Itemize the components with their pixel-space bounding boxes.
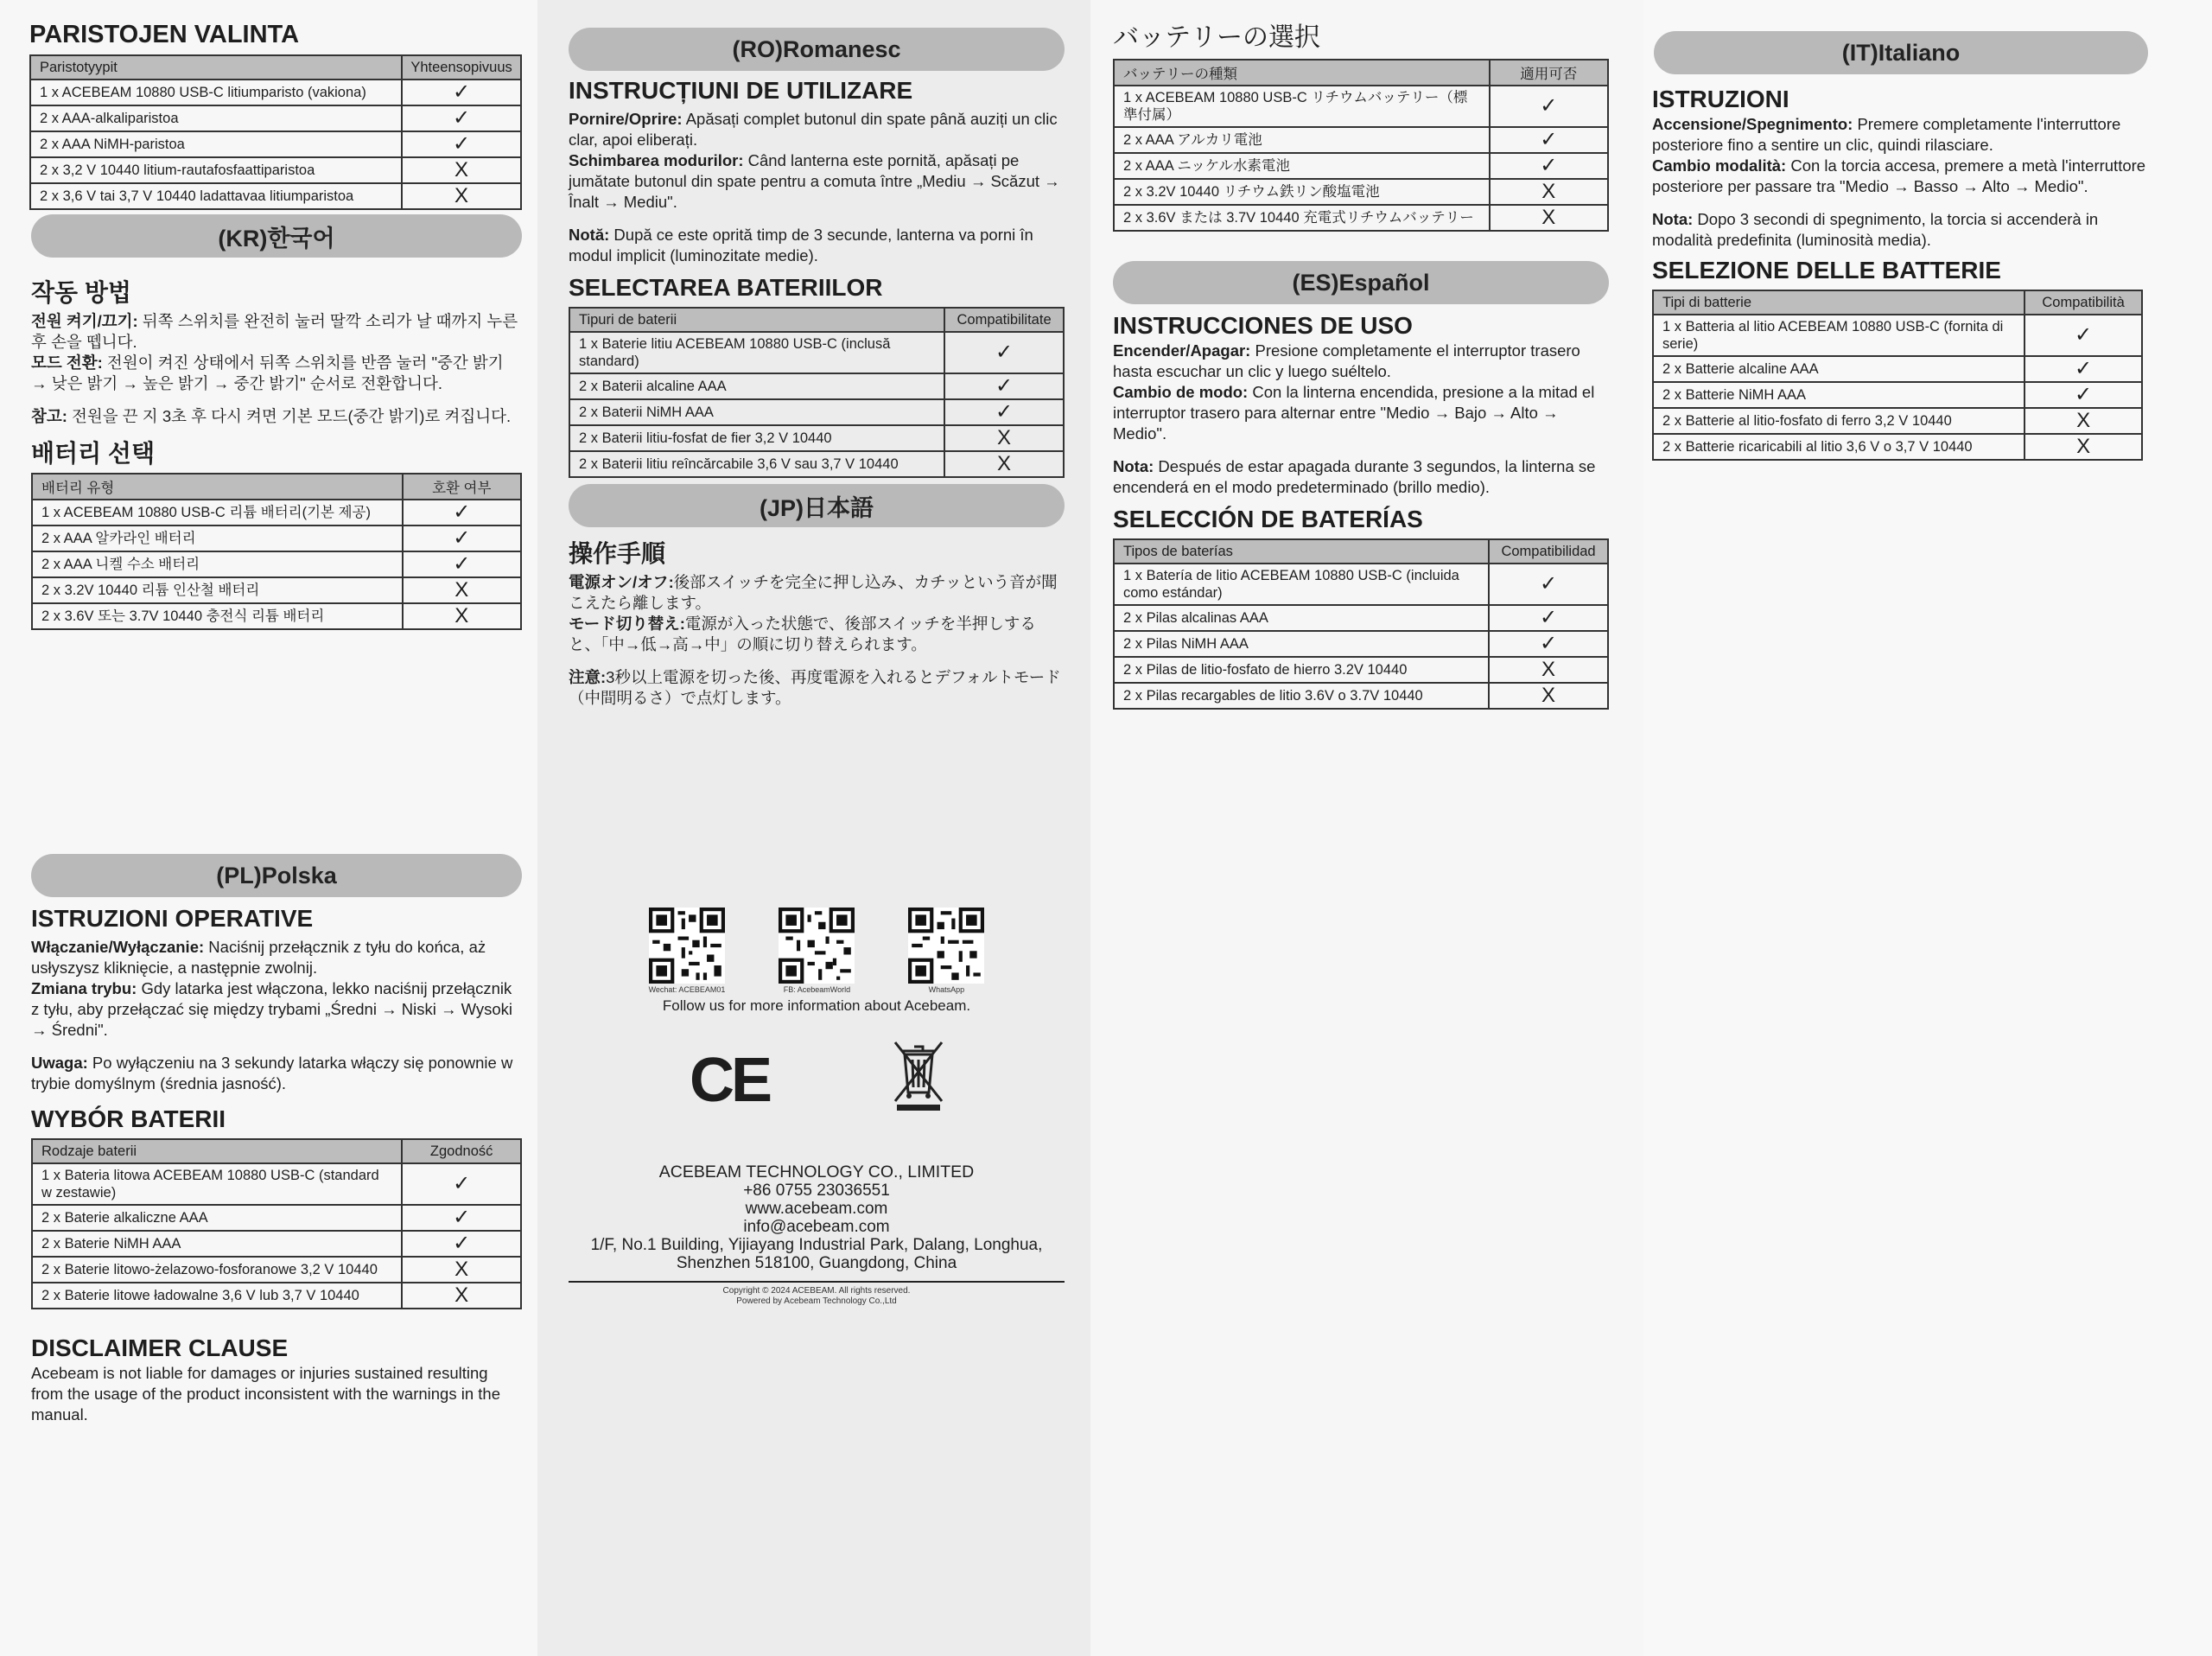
table-row bbox=[1114, 683, 1608, 709]
battery-type-cell: 2 x 3.2V 10440 リチウム鉄リン酸塩電池 bbox=[1114, 179, 1490, 205]
battery-type-cell: 1 x Batería de litio ACEBEAM 10880 USB-C (incluida como estándar) bbox=[1114, 564, 1489, 605]
battery-type-cell: 2 x Baterie litowo-żelazowo-fosforanowe 3,2 V 10440 bbox=[32, 1257, 402, 1283]
compat-mark: ✓ bbox=[403, 500, 522, 525]
table-header: 適用可否 bbox=[1490, 60, 1609, 86]
battery-type-cell: 2 x 3.6V または 3.7V 10440 充電式リチウムバッテリー bbox=[1114, 205, 1490, 231]
battery-type-cell: 1 x ACEBEAM 10880 USB-C リチウムバッテリー（標準付属） bbox=[1114, 86, 1490, 127]
compat-mark: X bbox=[1489, 683, 1608, 709]
table-row bbox=[30, 157, 521, 183]
compat-mark: ✓ bbox=[944, 332, 1064, 373]
battery-type-cell: 2 x AAA アルカリ電池 bbox=[1114, 127, 1490, 153]
compat-mark: ✓ bbox=[1489, 605, 1608, 631]
weee-bin-icon bbox=[892, 1039, 945, 1113]
battery-type-cell: 2 x Baterie NiMH AAA bbox=[32, 1231, 402, 1257]
pl-mode-label: Zmiana trybu: bbox=[31, 978, 137, 997]
compat-mark: ✓ bbox=[2024, 315, 2142, 356]
battery-type-cell: 2 x 3,6 V tai 3,7 V 10440 ladattavaa litiumparistoa bbox=[30, 183, 402, 209]
panel-3 bbox=[1090, 0, 1643, 1656]
battery-type-cell: 2 x Baterie litowe ładowalne 3,6 V lub 3,7 V 10440 bbox=[32, 1283, 402, 1309]
table-row bbox=[569, 332, 1064, 373]
es-battery-title: SELECCIÓN DE BATERÍAS bbox=[1113, 505, 1423, 532]
jp-note: 注意:3秒以上電源を切った後、再度電源を入れるとデフォルトモード（中間明るさ）で点灯します。 bbox=[569, 667, 1061, 707]
kr-mode-instruction: 모드 전환: 전원이 켜진 상태에서 뒤쪽 스위치를 반쯤 눌러 "중간 밝기 → 낮은 밝기 → 높은 밝기 → 중간 밝기" 순서로 전환합니다. bbox=[31, 353, 504, 392]
ro-note-label: Notă: bbox=[569, 225, 610, 244]
company-info bbox=[569, 1163, 1065, 1307]
it-battery-table bbox=[1652, 290, 2143, 461]
company-website: www.acebeam.com bbox=[745, 1200, 888, 1218]
battery-type-cell: 2 x AAA-alkaliparistoa bbox=[30, 105, 402, 131]
it-power-label: Accensione/Spegnimento: bbox=[1652, 114, 1853, 133]
table-row bbox=[1114, 657, 1608, 683]
jp-power-instruction: 電源オン/オフ:後部スイッチを完全に押し込み、カチッという音が聞こえたら離します。 bbox=[569, 572, 1058, 612]
compat-mark: X bbox=[944, 451, 1064, 477]
qr-caption: FB: AcebeamWorld bbox=[783, 985, 851, 994]
es-ops-title: INSTRUCCIONES DE USO bbox=[1113, 312, 1413, 339]
table-row bbox=[32, 603, 521, 629]
follow-text: Follow us for more information about Acebeam. bbox=[662, 997, 971, 1014]
compat-mark: X bbox=[402, 1283, 521, 1309]
table-row bbox=[1653, 356, 2142, 382]
company-address-line-1: 1/F, No.1 Building, Yijiayang Industrial Park, Dalang, Longhua, bbox=[590, 1236, 1043, 1254]
table-row bbox=[32, 525, 521, 551]
panel-4 bbox=[1643, 0, 2212, 1656]
ce-mark-icon: CE bbox=[690, 1046, 770, 1115]
jp-section bbox=[569, 484, 1065, 709]
compat-mark: ✓ bbox=[2024, 382, 2142, 408]
jp-banner: (JP)日本語 bbox=[569, 484, 1065, 527]
battery-type-cell: 2 x AAA ニッケル水素電池 bbox=[1114, 153, 1490, 179]
qr-code-icon bbox=[649, 908, 725, 984]
table-row bbox=[569, 451, 1064, 477]
battery-type-cell: 2 x AAA 알카라인 배터리 bbox=[32, 525, 403, 551]
qr-caption: WhatsApp bbox=[928, 985, 965, 994]
company-phone: +86 0755 23036551 bbox=[743, 1181, 890, 1200]
jp-mode-label: モード切り替え: bbox=[569, 614, 685, 633]
pl-section bbox=[31, 854, 522, 1425]
table-row bbox=[1114, 127, 1608, 153]
compat-mark: ✓ bbox=[402, 80, 521, 105]
divider bbox=[569, 1281, 1065, 1283]
kr-power-instruction: 전원 켜기/끄기: 뒤쪽 스위치를 완전히 눌러 딸깍 소리가 날 때까지 누른 후 손을 뗍니다. bbox=[31, 311, 518, 351]
it-note: Nota: Dopo 3 secondi di spegnimento, la torcia si accenderà in modalità predefinita (luminosità media). bbox=[1652, 209, 2099, 249]
it-banner: (IT)Italiano bbox=[1654, 31, 2148, 74]
table-row bbox=[30, 183, 521, 209]
battery-type-cell: 1 x ACEBEAM 10880 USB-C 리튬 배터리(기본 제공) bbox=[32, 500, 403, 525]
ro-power-instruction: Pornire/Oprire: Apăsați complet butonul din spate până auziți un clic clar, apoi eliberați. bbox=[569, 109, 1058, 149]
battery-type-cell: 2 x Baterie alkaliczne AAA bbox=[32, 1205, 402, 1231]
pl-battery-table bbox=[31, 1138, 522, 1309]
compat-mark: X bbox=[402, 183, 521, 209]
compat-mark: ✓ bbox=[402, 131, 521, 157]
battery-type-cell: 2 x Baterii litiu-fosfat de fier 3,2 V 10440 bbox=[569, 425, 944, 451]
es-power-label: Encender/Apagar: bbox=[1113, 341, 1251, 360]
es-section bbox=[1113, 261, 1609, 710]
table-row bbox=[32, 1163, 521, 1205]
table-row bbox=[30, 131, 521, 157]
fi-battery-table bbox=[29, 54, 522, 210]
battery-type-cell: 2 x 3.2V 10440 리튬 인산철 배터리 bbox=[32, 577, 403, 603]
es-note-label: Nota: bbox=[1113, 456, 1154, 475]
panel-1 bbox=[0, 0, 537, 1656]
jp-battery-table bbox=[1113, 59, 1609, 232]
compat-mark: X bbox=[403, 577, 522, 603]
compat-mark: ✓ bbox=[1490, 86, 1609, 127]
table-header: Compatibilità bbox=[2024, 290, 2142, 315]
battery-type-cell: 2 x Batterie ricaricabili al litio 3,6 V o 3,7 V 10440 bbox=[1653, 434, 2024, 460]
disclaimer-text: Acebeam is not liable for damages or injuries sustained resulting from the usage of the product inconsistent with the warnings in the manual. bbox=[31, 1363, 500, 1424]
pl-power-label: Włączanie/Wyłączanie: bbox=[31, 937, 205, 956]
kr-battery-table bbox=[31, 473, 522, 630]
table-row bbox=[1653, 434, 2142, 460]
table-header: Paristotyypit bbox=[30, 55, 402, 80]
battery-type-cell: 2 x AAA NiMH-paristoa bbox=[30, 131, 402, 157]
table-row bbox=[32, 1257, 521, 1283]
table-row bbox=[32, 500, 521, 525]
compat-mark: ✓ bbox=[2024, 356, 2142, 382]
battery-type-cell: 1 x Bateria litowa ACEBEAM 10880 USB-C (standard w zestawie) bbox=[32, 1163, 402, 1205]
it-mode-instruction: Cambio modalità: Con la torcia accesa, premere a metà l'interruttore posteriore per passare tra "Medio → Basso → Alto → Medio". bbox=[1652, 156, 2146, 195]
jp-note-label: 注意: bbox=[569, 667, 607, 686]
battery-type-cell: 2 x Baterii alcaline AAA bbox=[569, 373, 944, 399]
table-header: Compatibilidad bbox=[1489, 539, 1608, 564]
table-row bbox=[30, 80, 521, 105]
ro-battery-title: SELECTAREA BATERIILOR bbox=[569, 273, 883, 301]
panel-2 bbox=[537, 0, 1090, 1656]
qr-caption: Wechat: ACEBEAM01 bbox=[648, 985, 726, 994]
table-row bbox=[32, 1205, 521, 1231]
table-header: Tipi di batterie bbox=[1653, 290, 2024, 315]
battery-type-cell: 2 x Batterie al litio-fosfato di ferro 3,2 V 10440 bbox=[1653, 408, 2024, 434]
battery-type-cell: 2 x Pilas alcalinas AAA bbox=[1114, 605, 1489, 631]
compat-mark: ✓ bbox=[1489, 564, 1608, 605]
kr-mode-label: 모드 전환: bbox=[31, 353, 103, 372]
compat-mark: ✓ bbox=[403, 525, 522, 551]
pl-ops-title: ISTRUZIONI OPERATIVE bbox=[31, 905, 314, 932]
it-power-instruction: Accensione/Spegnimento: Premere completamente l'interruttore posteriore fino a sentire un clic, quindi rilasciare. bbox=[1652, 114, 2121, 154]
table-row bbox=[32, 577, 521, 603]
qr-code-icon bbox=[908, 908, 984, 984]
battery-type-cell: 2 x 3.6V 또는 3.7V 10440 충전식 리튬 배터리 bbox=[32, 603, 403, 629]
pl-note: Uwaga: Po wyłączeniu na 3 sekundy latarka włączy się ponownie w trybie domyślnym (średnia jasność). bbox=[31, 1053, 513, 1092]
battery-type-cell: 2 x Pilas recargables de litio 3.6V o 3.7V 10440 bbox=[1114, 683, 1489, 709]
compat-mark: ✓ bbox=[402, 1205, 521, 1231]
battery-type-cell: 2 x Pilas NiMH AAA bbox=[1114, 631, 1489, 657]
compat-mark: X bbox=[2024, 434, 2142, 460]
kr-battery-title: 배터리 선택 bbox=[31, 439, 156, 467]
compat-mark: ✓ bbox=[944, 373, 1064, 399]
ro-mode-label: Schimbarea modurilor: bbox=[569, 150, 744, 169]
it-battery-title: SELEZIONE DELLE BATTERIE bbox=[1652, 256, 2001, 283]
compat-mark: X bbox=[1489, 657, 1608, 683]
kr-power-label: 전원 켜기/끄기: bbox=[31, 311, 138, 330]
kr-ops-title: 작동 방법 bbox=[31, 279, 131, 306]
certification-marks bbox=[569, 1039, 1065, 1122]
table-row bbox=[30, 105, 521, 131]
ro-note: Notă: După ce este oprită timp de 3 secunde, lanterna va porni în modul implicit (luminozitate medie). bbox=[569, 225, 1033, 264]
es-banner: (ES)Español bbox=[1113, 261, 1609, 304]
ro-ops-title: INSTRUCȚIUNI DE UTILIZARE bbox=[569, 77, 913, 104]
battery-type-cell: 1 x ACEBEAM 10880 USB-C litiumparisto (vakiona) bbox=[30, 80, 402, 105]
table-row bbox=[569, 399, 1064, 425]
qr-wechat bbox=[649, 908, 726, 994]
battery-type-cell: 2 x Batterie alcaline AAA bbox=[1653, 356, 2024, 382]
table-row bbox=[1653, 315, 2142, 356]
compat-mark: X bbox=[2024, 408, 2142, 434]
table-row bbox=[1114, 179, 1608, 205]
battery-type-cell: 2 x Batterie NiMH AAA bbox=[1653, 382, 2024, 408]
it-section bbox=[1652, 31, 2148, 461]
table-row bbox=[1114, 153, 1608, 179]
table-row bbox=[1114, 205, 1608, 231]
kr-note-label: 참고: bbox=[31, 406, 67, 425]
compat-mark: X bbox=[402, 1257, 521, 1283]
table-row bbox=[1653, 408, 2142, 434]
ro-power-label: Pornire/Oprire: bbox=[569, 109, 683, 128]
compat-mark: X bbox=[944, 425, 1064, 451]
ro-battery-table bbox=[569, 307, 1065, 478]
qr-facebook bbox=[779, 908, 855, 994]
battery-type-cell: 2 x Baterii litiu reîncărcabile 3,6 V sau 3,7 V 10440 bbox=[569, 451, 944, 477]
es-power-instruction: Encender/Apagar: Presione completamente el interruptor trasero hasta escuchar un clic y luego suéltelo. bbox=[1113, 341, 1580, 380]
table-row bbox=[569, 373, 1064, 399]
table-header: Tipos de baterías bbox=[1114, 539, 1489, 564]
compat-mark: X bbox=[403, 603, 522, 629]
table-header: Rodzaje baterii bbox=[32, 1139, 402, 1163]
contact-section bbox=[569, 908, 1065, 1307]
pl-power-instruction: Włączanie/Wyłączanie: Naciśnij przełącznik z tyłu do końca, aż usłyszysz kliknięcie, a następnie zwolnij. bbox=[31, 937, 486, 977]
jp-power-label: 電源オン/オフ: bbox=[569, 572, 674, 591]
es-battery-table bbox=[1113, 538, 1609, 710]
es-note: Nota: Después de estar apagada durante 3 segundos, la linterna se encenderá en el modo predeterminado (brillo medio). bbox=[1113, 456, 1596, 496]
jp-ops-title: 操作手順 bbox=[569, 540, 666, 567]
jp-battery-section bbox=[1113, 22, 1609, 232]
table-row bbox=[1114, 86, 1608, 127]
table-header: 호환 여부 bbox=[403, 474, 522, 500]
pl-mode-instruction: Zmiana trybu: Gdy latarka jest włączona, lekko naciśnij przełącznik z tyłu, aby przełączać się między trybami „Średni → Niski → Wysoki → Średni". bbox=[31, 978, 513, 1039]
company-email: info@acebeam.com bbox=[743, 1218, 890, 1236]
kr-section bbox=[31, 214, 522, 630]
copyright-text: Copyright © 2024 ACEBEAM. All rights reserved. bbox=[722, 1286, 911, 1296]
table-row bbox=[32, 1231, 521, 1257]
it-note-label: Nota: bbox=[1652, 209, 1694, 228]
battery-type-cell: 1 x Batteria al litio ACEBEAM 10880 USB-C (fornita di serie) bbox=[1653, 315, 2024, 356]
it-mode-label: Cambio modalità: bbox=[1652, 156, 1787, 175]
ro-section bbox=[569, 28, 1065, 478]
compat-mark: ✓ bbox=[402, 105, 521, 131]
table-row bbox=[32, 551, 521, 577]
kr-note: 참고: 전원을 끈 지 3초 후 다시 켜면 기본 모드(중간 밝기)로 켜집니다. bbox=[31, 406, 512, 425]
qr-code-row bbox=[569, 908, 1065, 994]
table-row bbox=[32, 1283, 521, 1309]
pl-banner: (PL)Polska bbox=[31, 854, 522, 897]
battery-type-cell: 2 x Baterii NiMH AAA bbox=[569, 399, 944, 425]
company-name: ACEBEAM TECHNOLOGY CO., LIMITED bbox=[658, 1162, 975, 1181]
compat-mark: ✓ bbox=[403, 551, 522, 577]
qr-whatsapp bbox=[908, 908, 984, 994]
jp-battery-title: バッテリーの選択 bbox=[1113, 23, 1320, 52]
table-header: Yhteensopivuus bbox=[402, 55, 521, 80]
compat-mark: X bbox=[1490, 179, 1609, 205]
kr-banner: (KR)한국어 bbox=[31, 214, 522, 258]
battery-type-cell: 2 x 3,2 V 10440 litium-rautafosfaattiparistoa bbox=[30, 157, 402, 183]
battery-type-cell: 2 x Pilas de litio-fosfato de hierro 3.2V 10440 bbox=[1114, 657, 1489, 683]
company-address-line-2: Shenzhen 518100, Guangdong, China bbox=[676, 1254, 957, 1272]
es-mode-instruction: Cambio de modo: Con la linterna encendida, presione a la mitad el interruptor trasero para alternar entre "Medio → Bajo → Alto → Medio". bbox=[1113, 382, 1595, 443]
es-mode-label: Cambio de modo: bbox=[1113, 382, 1249, 401]
table-header: バッテリーの種類 bbox=[1114, 60, 1490, 86]
compat-mark: ✓ bbox=[1490, 127, 1609, 153]
ro-mode-instruction: Schimbarea modurilor: Când lanterna este pornită, apăsați pe jumătate butonul din spate pentru a comuta între „Mediu → Scăzut → Înalt → Mediu". bbox=[569, 150, 1060, 211]
compat-mark: X bbox=[402, 157, 521, 183]
it-ops-title: ISTRUZIONI bbox=[1652, 86, 1789, 112]
table-row bbox=[569, 425, 1064, 451]
compat-mark: ✓ bbox=[402, 1231, 521, 1257]
battery-type-cell: 2 x AAA 니켈 수소 배터리 bbox=[32, 551, 403, 577]
battery-type-cell: 1 x Baterie litiu ACEBEAM 10880 USB-C (inclusă standard) bbox=[569, 332, 944, 373]
pl-note-label: Uwaga: bbox=[31, 1053, 88, 1072]
table-header: Compatibilitate bbox=[944, 308, 1064, 332]
ro-banner: (RO)Romanesc bbox=[569, 28, 1065, 71]
table-header: 배터리 유형 bbox=[32, 474, 403, 500]
compat-mark: ✓ bbox=[402, 1163, 521, 1205]
disclaimer-title: DISCLAIMER CLAUSE bbox=[31, 1334, 289, 1362]
jp-mode-instruction: モード切り替え:電源が入った状態で、後部スイッチを半押しすると、「中→低→高→中」の順に切り替えられます。 bbox=[569, 614, 1036, 653]
table-row bbox=[1653, 382, 2142, 408]
compat-mark: X bbox=[1490, 205, 1609, 231]
fi-battery-title: PARISTOJEN VALINTA bbox=[29, 21, 300, 48]
compat-mark: ✓ bbox=[1490, 153, 1609, 179]
compat-mark: ✓ bbox=[944, 399, 1064, 425]
compat-mark: ✓ bbox=[1489, 631, 1608, 657]
table-row bbox=[1114, 564, 1608, 605]
fi-battery-section bbox=[29, 21, 522, 210]
table-header: Tipuri de baterii bbox=[569, 308, 944, 332]
table-header: Zgodność bbox=[402, 1139, 521, 1163]
powered-by-text: Powered by Acebeam Technology Co.,Ltd bbox=[736, 1296, 897, 1306]
table-row bbox=[1114, 631, 1608, 657]
qr-code-icon bbox=[779, 908, 855, 984]
table-row bbox=[1114, 605, 1608, 631]
pl-battery-title: WYBÓR BATERII bbox=[31, 1105, 226, 1132]
